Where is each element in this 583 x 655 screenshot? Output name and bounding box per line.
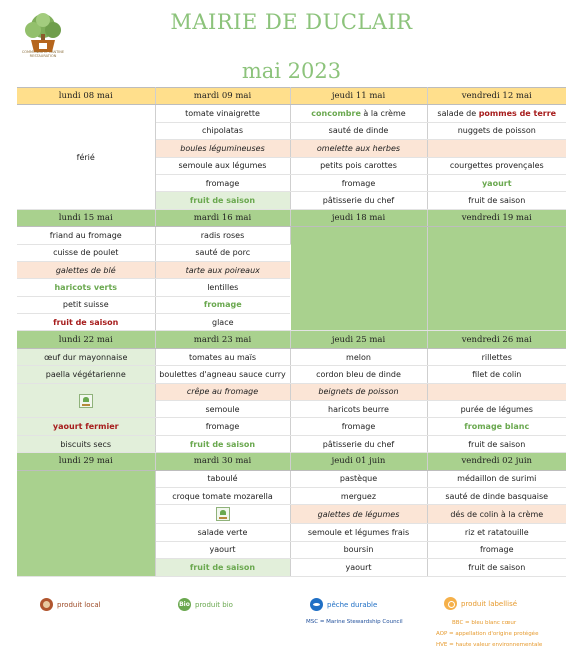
menu-cell: courgettes provençales bbox=[427, 157, 566, 174]
table-row bbox=[17, 105, 566, 122]
menu-cell bbox=[290, 105, 427, 122]
menu-cell: petits pois carottes bbox=[290, 157, 427, 174]
menu-cell: filet de colin bbox=[427, 366, 566, 383]
menu-cell: yaourt bbox=[290, 559, 427, 576]
menu-cell: médaillon de surimi bbox=[427, 470, 566, 487]
day-header: jeudi 01 juin bbox=[290, 453, 427, 470]
legend-label-product bbox=[444, 597, 517, 610]
menu-cell: tomates au maïs bbox=[155, 348, 290, 365]
legend-label: produit bio bbox=[195, 600, 233, 609]
day-header: lundi 22 mai bbox=[17, 331, 155, 348]
vegetarian-cell: crêpe au fromage bbox=[155, 383, 290, 400]
menu-cell: œuf dur mayonnaise bbox=[17, 348, 155, 365]
menu-cell: taboulé bbox=[155, 470, 290, 487]
bio-item: haricots verts bbox=[17, 279, 155, 296]
bio-product-icon: Bio bbox=[178, 598, 191, 611]
week-header-row bbox=[17, 209, 566, 226]
legend-bio bbox=[178, 598, 233, 611]
table-row bbox=[17, 470, 566, 487]
legend-note: AOP = appellation d'origine protégée bbox=[436, 631, 539, 637]
table-row bbox=[17, 383, 566, 400]
local-item: yaourt fermier bbox=[17, 418, 155, 435]
legend-label: produit local bbox=[57, 600, 101, 609]
menu-cell: croque tomate mozarella bbox=[155, 487, 290, 504]
day-header: vendredi 02 juin bbox=[427, 453, 566, 470]
bio-item: fromage bbox=[155, 296, 290, 313]
menu-cell: petit suisse bbox=[17, 296, 155, 313]
bio-item: concombre bbox=[311, 109, 361, 119]
menu-cell: biscuits secs bbox=[17, 435, 155, 452]
menu-cell: pâtisserie du chef bbox=[290, 192, 427, 209]
menu-cell: riz et ratatouille bbox=[427, 524, 566, 541]
menu-cell: semoule aux légumes bbox=[155, 157, 290, 174]
table-row bbox=[17, 227, 566, 244]
empty-day-cell bbox=[427, 227, 566, 331]
table-row bbox=[17, 418, 566, 435]
table-row bbox=[17, 435, 566, 452]
vegetarian-cell bbox=[427, 383, 566, 400]
vegetarian-cell: boules légumineuses bbox=[155, 140, 290, 157]
vegetarian-cell: dés de colin à la crème bbox=[427, 505, 566, 524]
ecocert-label-icon bbox=[79, 394, 93, 408]
menu-cell: boursin bbox=[290, 541, 427, 558]
menu-cell: sauté de porc bbox=[155, 244, 290, 261]
vegetarian-cell: tarte aux poireaux bbox=[155, 261, 290, 278]
week-header-row bbox=[17, 453, 566, 470]
empty-day-cell bbox=[17, 470, 155, 576]
menu-cell: fromage bbox=[290, 174, 427, 191]
logo-caption: COMMUNAUTÉ CANTINE RESTAURATION bbox=[21, 50, 65, 58]
menu-cell bbox=[155, 505, 290, 524]
page-title: MAIRIE DE DUCLAIR bbox=[170, 10, 413, 34]
legend-note: MSC = Marine Stewardship Council bbox=[306, 619, 403, 625]
menu-cell: fromage bbox=[290, 418, 427, 435]
menu-cell: fruit de saison bbox=[427, 435, 566, 452]
day-header: lundi 15 mai bbox=[17, 209, 155, 226]
menu-cell: tomate vinaigrette bbox=[155, 105, 290, 122]
bio-item: fruit de saison bbox=[155, 559, 290, 576]
menu-cell: paella végétarienne bbox=[17, 366, 155, 383]
menu-cell: fruit de saison bbox=[427, 559, 566, 576]
local-item: fruit de saison bbox=[17, 314, 155, 331]
menu-cell: semoule et légumes frais bbox=[290, 524, 427, 541]
menu-cell: purée de légumes bbox=[427, 401, 566, 418]
sustainable-fishing-icon bbox=[310, 598, 323, 611]
menu-cell: rillettes bbox=[427, 348, 566, 365]
day-header: jeudi 18 mai bbox=[290, 209, 427, 226]
menu-cell: fromage bbox=[427, 541, 566, 558]
vegetarian-cell: galettes de blé bbox=[17, 261, 155, 278]
day-header: jeudi 11 mai bbox=[290, 88, 427, 105]
vegetarian-cell bbox=[427, 140, 566, 157]
table-row bbox=[17, 366, 566, 383]
bio-item: fruit de saison bbox=[155, 435, 290, 452]
menu-cell: cuisse de poulet bbox=[17, 244, 155, 261]
day-header: mardi 09 mai bbox=[155, 88, 290, 105]
menu-cell: semoule bbox=[155, 401, 290, 418]
menu-cell: pastèque bbox=[290, 470, 427, 487]
menu-cell: melon bbox=[290, 348, 427, 365]
menu-cell: merguez bbox=[290, 487, 427, 504]
menu-table bbox=[17, 87, 566, 577]
menu-cell: sauté de dinde bbox=[290, 122, 427, 139]
bio-item: fromage blanc bbox=[427, 418, 566, 435]
day-header: lundi 08 mai bbox=[17, 88, 155, 105]
menu-cell: yaourt bbox=[155, 541, 290, 558]
bio-item: fruit de saison bbox=[155, 192, 290, 209]
vegetarian-cell: beignets de poisson bbox=[290, 383, 427, 400]
local-item: pommes de terre bbox=[478, 109, 557, 119]
ecocert-label-icon bbox=[216, 507, 230, 521]
menu-cell: boulettes d'agneau sauce curry bbox=[155, 366, 290, 383]
week-header-row bbox=[17, 331, 566, 348]
menu-cell bbox=[17, 383, 155, 418]
label-product-icon bbox=[444, 597, 457, 610]
holiday-cell: férié bbox=[17, 105, 155, 209]
legend-label: produit labellisé bbox=[461, 599, 518, 608]
menu-cell: fromage bbox=[155, 418, 290, 435]
menu-text: à la crème bbox=[360, 109, 406, 119]
bio-item: yaourt bbox=[427, 174, 566, 191]
menu-cell: haricots beurre bbox=[290, 401, 427, 418]
menu-cell: lentilles bbox=[155, 279, 290, 296]
day-header: lundi 29 mai bbox=[17, 453, 155, 470]
empty-day-cell bbox=[290, 227, 427, 331]
vegetarian-cell: omelette aux herbes bbox=[290, 140, 427, 157]
legend-note: BBC = bleu blanc cœur bbox=[452, 620, 517, 626]
menu-cell: sauté de dinde basquaise bbox=[427, 487, 566, 504]
menu-cell: pâtisserie du chef bbox=[290, 435, 427, 452]
menu-cell: friand au fromage bbox=[17, 227, 155, 244]
week-header-row bbox=[17, 88, 566, 105]
menu-cell bbox=[427, 105, 566, 122]
menu-text: salade de bbox=[437, 109, 479, 119]
day-header: mardi 23 mai bbox=[155, 331, 290, 348]
legend-label: pêche durable bbox=[327, 600, 378, 609]
legend-local bbox=[40, 598, 101, 611]
legend-peche bbox=[310, 598, 377, 611]
menu-cell: nuggets de poisson bbox=[427, 122, 566, 139]
day-header: jeudi 25 mai bbox=[290, 331, 427, 348]
day-header: vendredi 19 mai bbox=[427, 209, 566, 226]
menu-cell: glace bbox=[155, 314, 290, 331]
day-header: vendredi 26 mai bbox=[427, 331, 566, 348]
legend-note: HVE = haute valeur environnementale bbox=[436, 642, 543, 648]
day-header: mardi 16 mai bbox=[155, 209, 290, 226]
local-product-icon bbox=[40, 598, 53, 611]
menu-month: mai 2023 bbox=[241, 59, 342, 83]
table-row bbox=[17, 348, 566, 365]
menu-cell: chipolatas bbox=[155, 122, 290, 139]
menu-cell: fromage bbox=[155, 174, 290, 191]
day-header: vendredi 12 mai bbox=[427, 88, 566, 105]
menu-cell: salade verte bbox=[155, 524, 290, 541]
menu-cell: cordon bleu de dinde bbox=[290, 366, 427, 383]
menu-cell: radis roses bbox=[155, 227, 290, 244]
menu-cell: fruit de saison bbox=[427, 192, 566, 209]
vegetarian-cell: galettes de légumes bbox=[290, 505, 427, 524]
day-header: mardi 30 mai bbox=[155, 453, 290, 470]
